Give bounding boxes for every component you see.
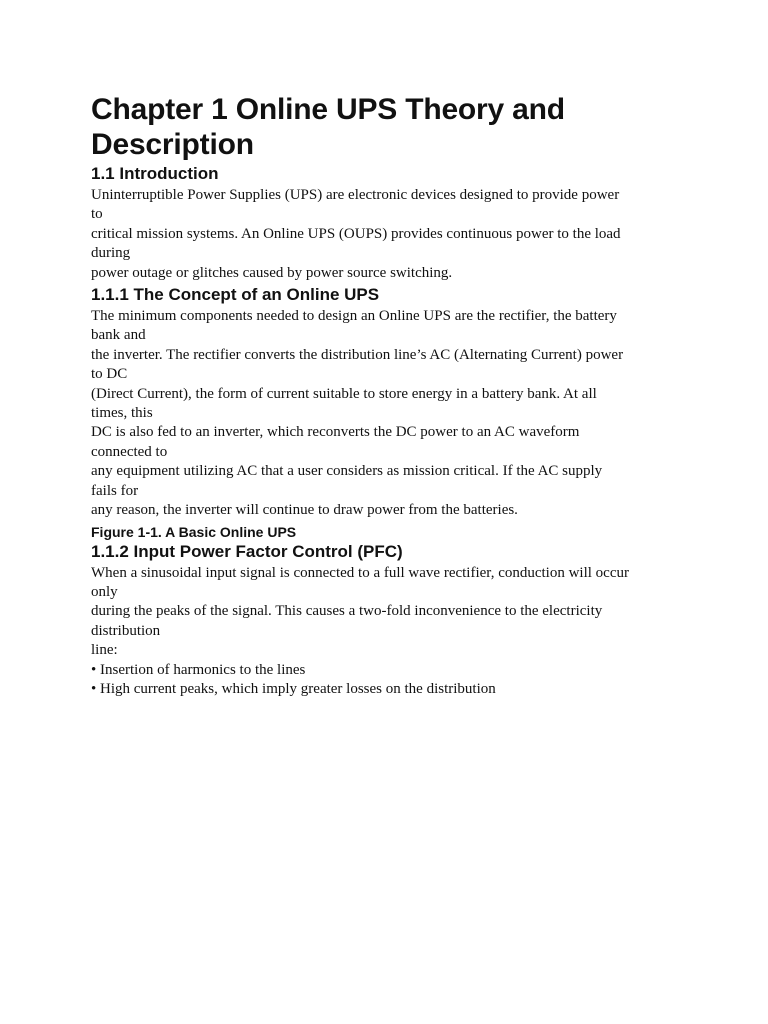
text-line: to DC <box>91 366 128 383</box>
text-line: any equipment utilizing AC that a user considers as mission critical. If the AC supply <box>91 463 603 480</box>
text-line: the inverter. The rectifier converts the distribution line’s AC (Alternating Current) power <box>91 346 624 363</box>
concept-paragraph <box>91 307 691 520</box>
text-line: connected to <box>91 443 168 460</box>
text-line: during <box>91 245 131 262</box>
text-line: critical mission systems. An Online UPS (OUPS) provides continuous power to the load <box>91 225 621 242</box>
bullet-item: • High current peaks, which imply greater losses on the distribution <box>91 680 496 697</box>
text-line: The minimum components needed to design an Online UPS are the rectifier, the battery <box>91 308 617 325</box>
text-line: line: <box>91 642 118 659</box>
text-line: bank and <box>91 327 146 344</box>
bullet-item: • Insertion of harmonics to the lines <box>91 661 306 678</box>
introduction-paragraph <box>91 186 691 283</box>
text-line: any reason, the inverter will continue to draw power from the batteries. <box>91 502 518 519</box>
section-heading-pfc: 1.1.2 Input Power Factor Control (PFC) <box>91 541 403 561</box>
document-page <box>91 92 691 701</box>
section-heading-concept: 1.1.1 The Concept of an Online UPS <box>91 285 380 305</box>
chapter-title: Chapter 1 Online UPS Theory and Description <box>91 93 565 161</box>
pfc-paragraph <box>91 564 691 700</box>
text-line: to <box>91 206 103 223</box>
text-line: Uninterruptible Power Supplies (UPS) are electronic devices designed to provide power <box>91 187 620 203</box>
text-line: (Direct Current), the form of current suitable to store energy in a battery bank. At all <box>91 385 597 402</box>
text-line: during the peaks of the signal. This causes a two-fold inconvenience to the electricity <box>91 603 603 620</box>
text-line: times, this <box>91 405 153 422</box>
text-line: distribution <box>91 622 161 639</box>
section-heading-introduction: 1.1 Introduction <box>91 164 219 183</box>
text-line: power outage or glitches caused by power source switching. <box>91 264 453 281</box>
text-line: fails for <box>91 482 139 499</box>
text-line: When a sinusoidal input signal is connected to a full wave rectifier, conduction will occur <box>91 564 629 581</box>
text-line: DC is also fed to an inverter, which reconverts the DC power to an AC waveform <box>91 424 580 441</box>
text-line: only <box>91 583 118 600</box>
figure-caption: Figure 1-1. A Basic Online UPS <box>91 523 297 540</box>
